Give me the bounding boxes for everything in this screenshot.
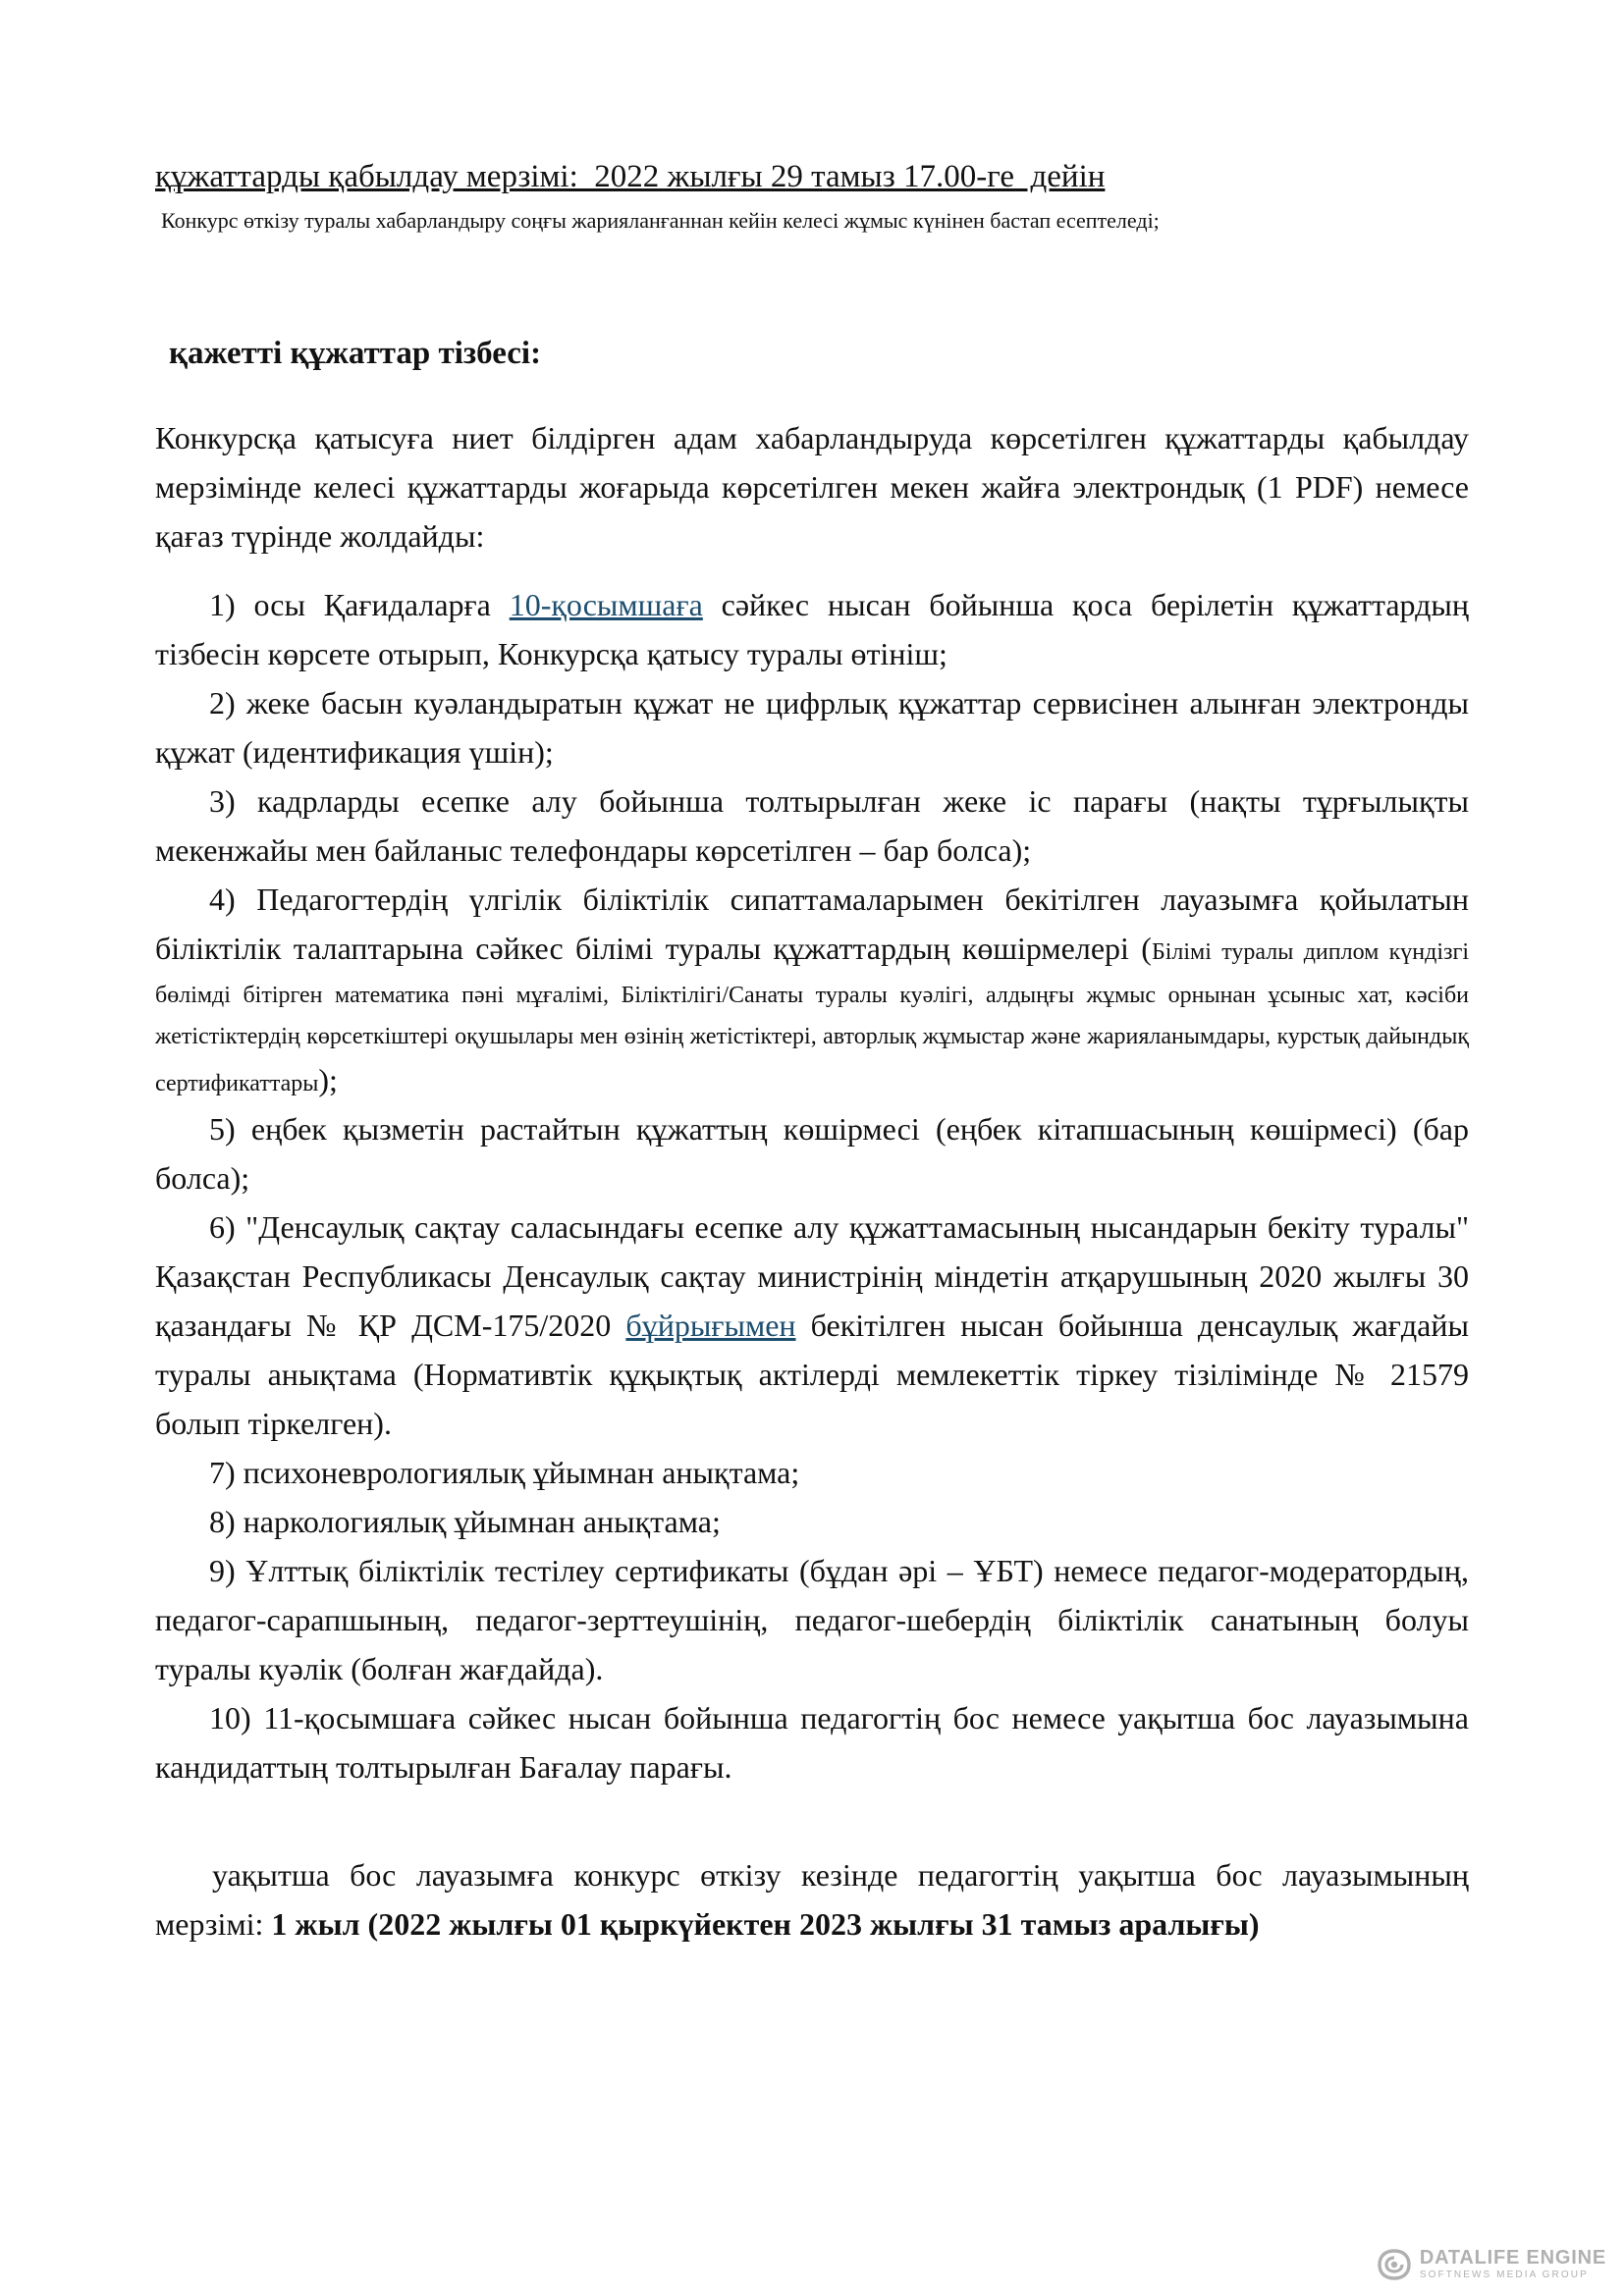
datalife-engine-subtext: SOFTNEWS MEDIA GROUP	[1419, 2269, 1589, 2280]
datalife-engine-brand-text: DATALIFE ENGINE	[1419, 2247, 1606, 2269]
list-item-6-text: 6) "Денсаулық сақтау саласындағы есепке алу құжаттамасының нысандарын бекіту туралы" Қазақстан Республикасы Денсаулық сақтау министрінің міндетін атқарушының 2020 жылғы 30 қазандағы № ҚР ДСМ-175/2020	[155, 1209, 1469, 1343]
datalife-engine-text-block	[1420, 2248, 1606, 2280]
document-title: құжаттарды қабылдау мерзімі: 2022 жылғы 29 тамыз 17.00-ге дейін	[155, 159, 1106, 194]
list-item-7: 7) психоневрологиялық ұйымнан анықтама;	[209, 1455, 800, 1490]
note-text: Конкурс өткізу туралы хабарландыру соңғы жарияланғаннан кейін келесі жұмыс күнінен бастап есептеледі;	[161, 208, 1160, 233]
list-item-10: 10) 11-қосымшаға сәйкес нысан бойынша педагогтің бос немесе уақытша бос лауазымына кандидаттың толтырылған Бағалау парағы.	[155, 1700, 1469, 1785]
datalife-engine-logo-icon	[1377, 2249, 1412, 2280]
list-item-1-text: 1) осы Қағидаларға	[209, 587, 510, 622]
intro-paragraph: Конкурсқа қатысуға ниет білдірген адам хабарландыруда көрсетілген құжаттарды қабылдау мерзімінде келесі құжаттарды жоғарыда көрсетілген мекен жайға электрондық (1 PDF) немесе қағаз түрінде жолдайды:	[155, 420, 1469, 554]
datalife-engine-logo	[1377, 2248, 1606, 2280]
order-link[interactable]: бұйрығымен	[625, 1308, 796, 1343]
list-item-6-text-after: бекітілген нысан бойынша денсаулық жағдайы туралы анықтама (Нормативтік құқықтық актілерді мемлекеттік тіркеу тізілімінде № 21579 болып тіркелген).	[155, 1308, 1470, 1441]
document-list	[155, 580, 1469, 1791]
list-item-8: 8) наркологиялық ұйымнан анықтама;	[209, 1504, 721, 1539]
appendix-10-link[interactable]: 10-қосымшаға	[509, 587, 703, 622]
closing-paragraph	[155, 1850, 1469, 1949]
list-item-5: 5) еңбек қызметін растайтын құжаттың көшірмесі (еңбек кітапшасының көшірмесі) (бар болса);	[155, 1111, 1469, 1196]
list-item-1	[155, 580, 1469, 678]
list-item-9: 9) Ұлттық біліктілік тестілеу сертификаты (бұдан әрі – ҰБТ) немесе педагог-модератордың, педагог-сарапшының, педагог-зерттеушінің, педагог-шебердің біліктілік санатының болуы туралы куәлік (болған жағдайда).	[155, 1553, 1469, 1686]
list-item-4-small-text: Білімі туралы диплом күндізгі бөлімді бітірген математика пәні мұғалімі, Біліктілігі/Санаты туралы куәлігі, алдыңғы жұмыс орнынан ұсыныс хат, кәсіби жетістіктердің көрсеткіштері оқушылары мен өзінің жетістіктері, авторлық жұмыстар және жарияланымдары, курстық дайындық сертификаттары	[155, 939, 1470, 1096]
list-item-4-text: 4) Педагогтердің үлгілік біліктілік сипаттамаларымен бекітілген лауазымға қойылатын біліктілік талаптарына сәйкес білімі туралы құжаттардың көшірмелері (	[155, 881, 1469, 966]
list-item-3: 3) кадрларды есепке алу бойынша толтырылған жеке іс парағы (нақты тұрғылықты мекенжайы мен байланыс телефондары көрсетілген – бар болса);	[155, 783, 1469, 868]
closing-text: уақытша бос лауазымға конкурс өткізу кезінде педагогтің уақытша бос лауазымының мерзімі:	[155, 1857, 1469, 1942]
list-item-1-text-after: сәйкес нысан бойынша қоса берілетін құжаттардың тізбесін көрсете отырып, Конкурсқа қатысу туралы өтініш;	[155, 587, 1469, 671]
section-heading: қажетті құжаттар тізбесі:	[169, 336, 542, 371]
list-item-4	[155, 875, 1469, 1104]
list-item-6	[155, 1202, 1469, 1448]
closing-bold-text: 1 жыл (2022 жылғы 01 қыркүйектен 2023 жылғы 31 тамыз аралығы)	[271, 1906, 1260, 1942]
list-item-4-text-after: );	[318, 1062, 338, 1097]
list-item-2: 2) жеке басын куәландыратын құжат не цифрлық құжаттар сервисінен алынған электронды құжат (идентификация үшін);	[155, 685, 1469, 770]
